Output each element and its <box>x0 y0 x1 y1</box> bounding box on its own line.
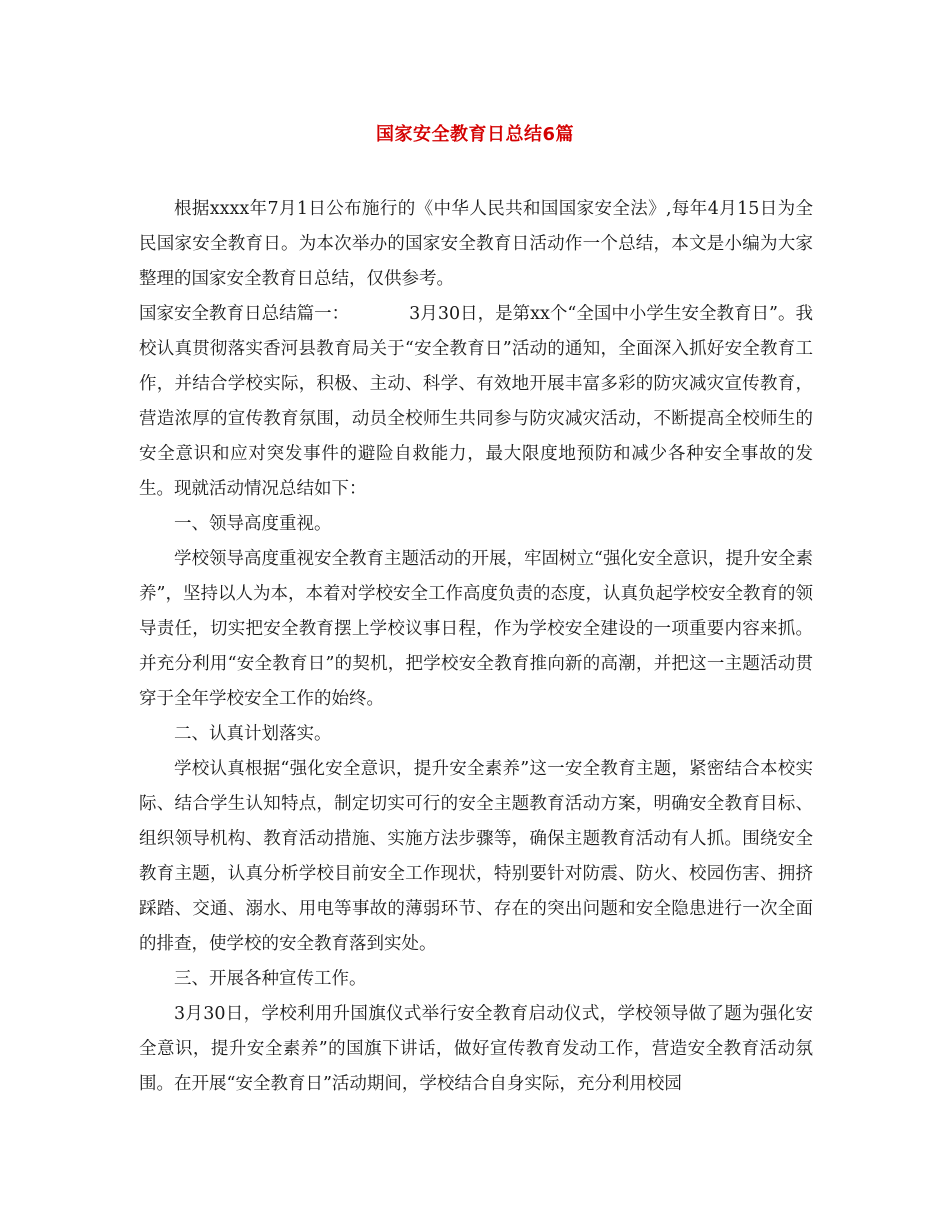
document-body <box>139 192 813 1102</box>
paragraph-one: 学校领导高度重视安全教育主题活动的开展，牢固树立“强化安全意识，提升安全素养”，坚持以人为本，本着对学校安全工作高度负责的态度，认真负起学校安全教育的领导责任，切实把安全教育摆上学校议事日程，作为学校安全建设的一项重要内容来抓。并充分利用“安全教育日”的契机，把学校安全教育推向新的高潮，并把这一主题活动贯穿于全年学校安全工作的始终。 <box>139 549 813 709</box>
heading-one: 一、领导高度重视。 <box>174 514 332 534</box>
section-one-text: 3月30日，是第xx个“全国中小学生安全教育日”。我校认真贯彻落实香河县教育局关于“安全教育日”活动的通知，全面深入抓好安全教育工作，并结合学校实际，积极、主动、科学、有效地开展丰富多彩的防灾减灾宣传教育，营造浓厚的宣传教育氛围，动员全校师生共同参与防灾减灾活动，不断提高全校师生的安全意识和应对突发事件的避险自救能力，最大限度地预防和减少各种安全事故的发生。现就活动情况总结如下： <box>139 304 813 499</box>
section-one-paragraph <box>139 297 813 507</box>
paragraph-three: 3月30日，学校利用升国旗仪式举行安全教育启动仪式，学校领导做了题为强化安全意识，提升安全素养”的国旗下讲话，做好宣传教育发动工作，营造安全教育活动氛围。在开展“安全教育日”活动期间，学校结合自身实际，充分利用校园 <box>139 1004 813 1094</box>
heading-three: 三、开展各种宣传工作。 <box>174 969 367 989</box>
intro-paragraph: 根据xxxx年7月1日公布施行的《中华人民共和国国家安全法》,每年4月15日为全民国家安全教育日。为本次举办的国家安全教育日活动作一个总结，本文是小编为大家整理的国家安全教育日总结，仅供参考。 <box>139 199 813 289</box>
document-title: 国家安全教育日总结6篇 <box>375 124 575 145</box>
section-one-label: 国家安全教育日总结篇一： <box>139 304 350 324</box>
heading-two: 二、认真计划落实。 <box>174 724 332 744</box>
paragraph-two: 学校认真根据“强化安全意识，提升安全素养”这一安全教育主题，紧密结合本校实际、结合学生认知特点，制定切实可行的安全主题教育活动方案，明确安全教育目标、组织领导机构、教育活动措施、实施方法步骤等，确保主题教育活动有人抓。围绕安全教育主题，认真分析学校目前安全工作现状，特别要针对防震、防火、校园伤害、拥挤踩踏、交通、溺水、用电等事故的薄弱环节、存在的突出问题和安全隐患进行一次全面的排查，使学校的安全教育落到实处。 <box>139 759 813 954</box>
